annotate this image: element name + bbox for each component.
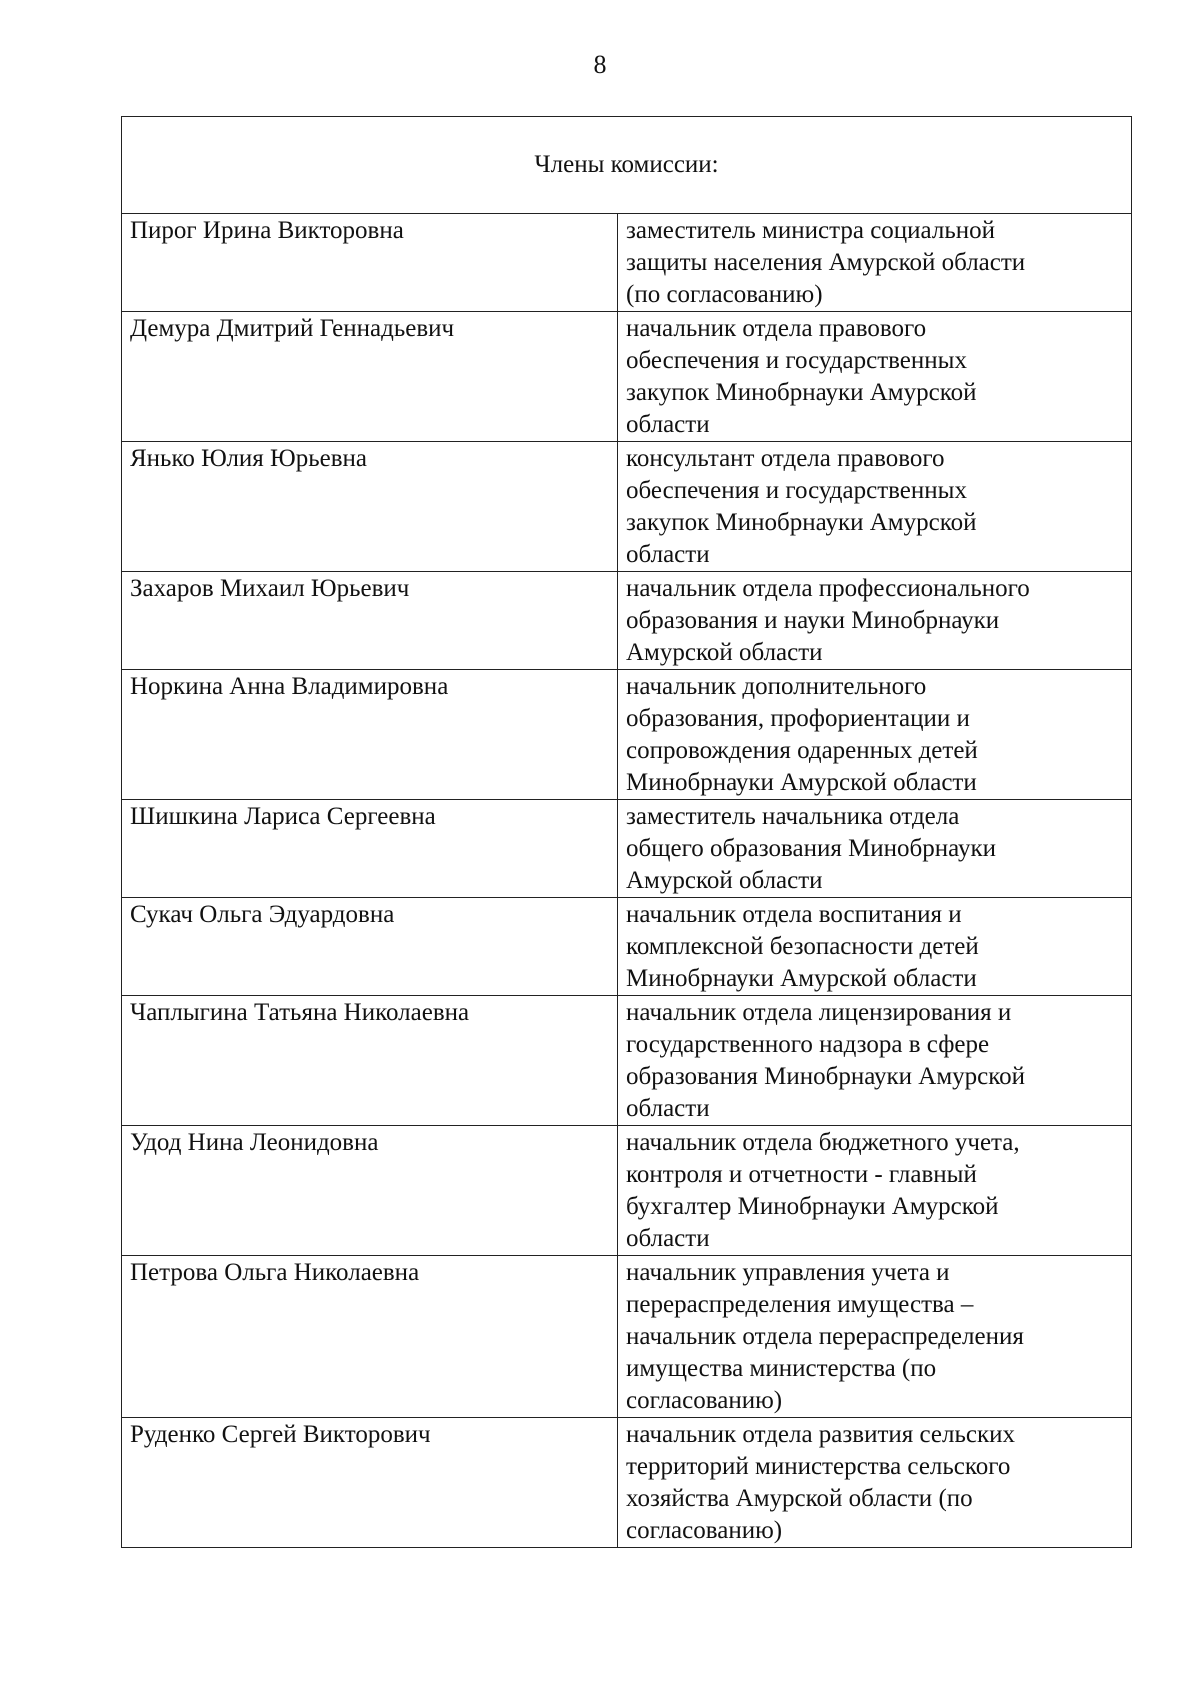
position-line: начальник отдела воспитания и bbox=[626, 901, 962, 928]
member-name: Чаплыгина Татьяна Николаевна bbox=[122, 996, 618, 1126]
position-line: образования и науки Минобрнауки bbox=[626, 607, 1000, 634]
position-line: имущества министерства (по bbox=[626, 1355, 937, 1382]
position-line: консультант отдела правового bbox=[626, 445, 945, 472]
position-line: начальник отдела профессионального bbox=[626, 575, 1030, 602]
commission-members-table bbox=[121, 116, 1132, 1548]
table-row bbox=[122, 442, 1132, 572]
table-row bbox=[122, 1126, 1132, 1256]
member-position bbox=[618, 1256, 1132, 1418]
table-row bbox=[122, 800, 1132, 898]
position-line: Минобрнауки Амурской области bbox=[626, 769, 977, 796]
position-line: области bbox=[626, 541, 710, 568]
position-line: сопровождения одаренных детей bbox=[626, 737, 978, 764]
member-name: Руденко Сергей Викторович bbox=[122, 1418, 618, 1548]
members-body bbox=[122, 214, 1132, 1548]
position-line: обеспечения и государственных bbox=[626, 477, 967, 504]
table-row bbox=[122, 996, 1132, 1126]
position-line: области bbox=[626, 1225, 710, 1252]
commission-heading: Члены комиссии: bbox=[122, 117, 1132, 214]
table-row bbox=[122, 1256, 1132, 1418]
position-line: территорий министерства сельского bbox=[626, 1453, 1011, 1480]
member-position bbox=[618, 898, 1132, 996]
position-line: хозяйства Амурской области (по bbox=[626, 1485, 973, 1512]
position-line: начальник управления учета и bbox=[626, 1259, 950, 1286]
position-line: Минобрнауки Амурской области bbox=[626, 965, 977, 992]
position-line: начальник отдела развития сельских bbox=[626, 1421, 1016, 1448]
position-line: перераспределения имущества – bbox=[626, 1291, 974, 1318]
position-line: закупок Минобрнауки Амурской bbox=[626, 509, 977, 536]
position-line: начальник дополнительного bbox=[626, 673, 927, 700]
member-name: Сукач Ольга Эдуардовна bbox=[122, 898, 618, 996]
position-line: начальник отдела лицензирования и bbox=[626, 999, 1012, 1026]
table-row bbox=[122, 670, 1132, 800]
member-position bbox=[618, 1418, 1132, 1548]
position-line: обеспечения и государственных bbox=[626, 347, 967, 374]
table-row bbox=[122, 1418, 1132, 1548]
table-row bbox=[122, 312, 1132, 442]
member-position bbox=[618, 1126, 1132, 1256]
member-position bbox=[618, 442, 1132, 572]
position-line: начальник отдела бюджетного учета, bbox=[626, 1129, 1020, 1156]
position-line: государственного надзора в сфере bbox=[626, 1031, 990, 1058]
member-name: Захаров Михаил Юрьевич bbox=[122, 572, 618, 670]
member-name: Норкина Анна Владимировна bbox=[122, 670, 618, 800]
member-name: Пирог Ирина Викторовна bbox=[122, 214, 618, 312]
position-line: общего образования Минобрнауки bbox=[626, 835, 997, 862]
position-line: начальник отдела перераспределения bbox=[626, 1323, 1024, 1350]
position-line: образования Минобрнауки Амурской bbox=[626, 1063, 1026, 1090]
position-line: области bbox=[626, 411, 710, 438]
member-name: Петрова Ольга Николаевна bbox=[122, 1256, 618, 1418]
position-line: образования, профориентации и bbox=[626, 705, 970, 732]
member-position bbox=[618, 312, 1132, 442]
position-line: защиты населения Амурской области bbox=[626, 249, 1026, 276]
member-name: Шишкина Лариса Сергеевна bbox=[122, 800, 618, 898]
position-line: согласованию) bbox=[626, 1517, 783, 1544]
member-position bbox=[618, 670, 1132, 800]
position-line: бухгалтер Минобрнауки Амурской bbox=[626, 1193, 999, 1220]
table-row bbox=[122, 898, 1132, 996]
position-line: (по согласованию) bbox=[626, 281, 823, 308]
member-name: Янько Юлия Юрьевна bbox=[122, 442, 618, 572]
position-line: комплексной безопасности детей bbox=[626, 933, 979, 960]
member-position bbox=[618, 996, 1132, 1126]
table-row bbox=[122, 214, 1132, 312]
position-line: контроля и отчетности - главный bbox=[626, 1161, 977, 1188]
position-line: заместитель министра социальной bbox=[626, 217, 995, 244]
member-name: Удод Нина Леонидовна bbox=[122, 1126, 618, 1256]
table-row bbox=[122, 572, 1132, 670]
position-line: заместитель начальника отдела bbox=[626, 803, 960, 830]
position-line: области bbox=[626, 1095, 710, 1122]
position-line: согласованию) bbox=[626, 1387, 783, 1414]
position-line: Амурской области bbox=[626, 639, 823, 666]
position-line: Амурской области bbox=[626, 867, 823, 894]
member-name: Демура Дмитрий Геннадьевич bbox=[122, 312, 618, 442]
table-header-row bbox=[122, 117, 1132, 214]
position-line: закупок Минобрнауки Амурской bbox=[626, 379, 977, 406]
member-position bbox=[618, 214, 1132, 312]
page-number: 8 bbox=[593, 50, 607, 79]
member-position bbox=[618, 572, 1132, 670]
position-line: начальник отдела правового bbox=[626, 315, 927, 342]
member-position bbox=[618, 800, 1132, 898]
